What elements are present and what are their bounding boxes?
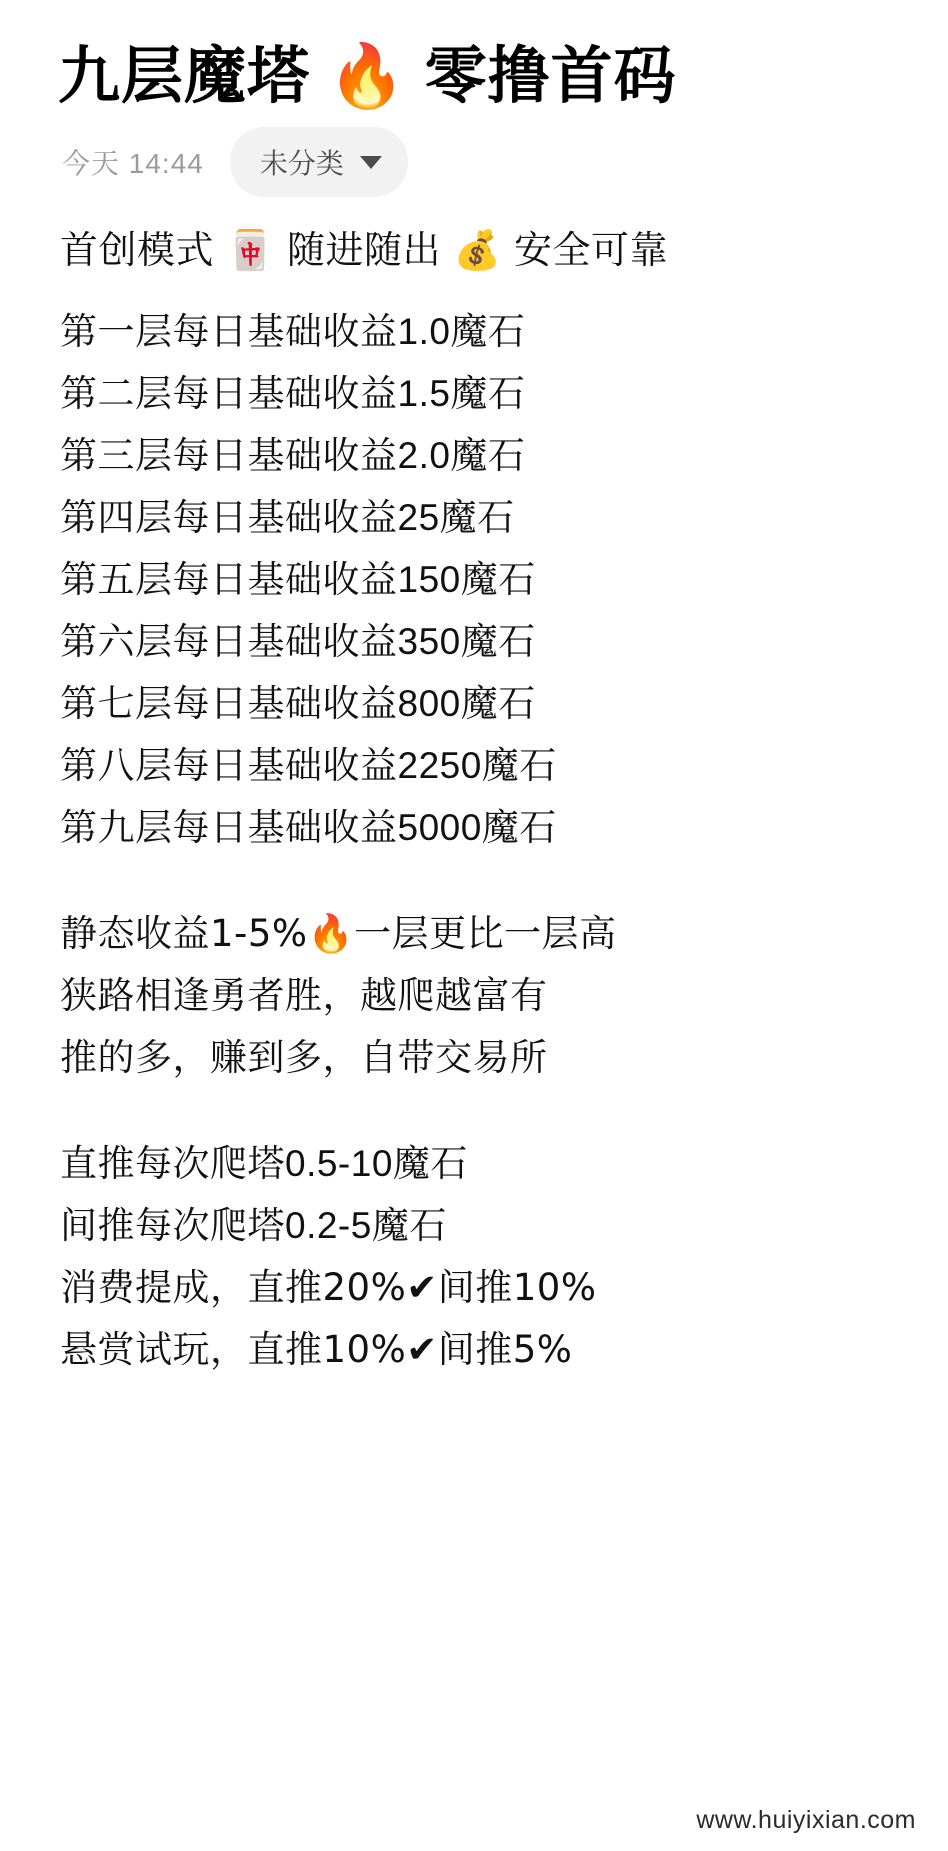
spacer bbox=[58, 871, 890, 915]
watermark: www.huiyixian.com bbox=[696, 1806, 916, 1834]
list-item: 直推每次爬塔0.5-10魔石 bbox=[60, 1143, 468, 1185]
list-item: 消费提成，直推20%✔间推10% bbox=[60, 1266, 597, 1310]
list-item: 第四层每日基础收益25魔石 bbox=[60, 497, 515, 539]
list-item: 推的多，赚到多，自带交易所 bbox=[60, 1037, 548, 1079]
list-item: 第五层每日基础收益150魔石 bbox=[60, 559, 536, 601]
floor-income-list bbox=[58, 311, 890, 849]
post-timestamp: 今天 14:44 bbox=[62, 148, 204, 180]
list-item: 狭路相逢勇者胜，越爬越富有 bbox=[60, 975, 548, 1017]
list-item: 第九层每日基础收益5000魔石 bbox=[60, 807, 557, 849]
list-item: 间推每次爬塔0.2-5魔石 bbox=[60, 1205, 447, 1247]
spacer bbox=[58, 269, 890, 313]
list-item: 静态收益1-5%🔥一层更比一层高 bbox=[60, 912, 617, 956]
post-lead-text: 首创模式 🀄 随进随出 💰 安全可靠 bbox=[60, 228, 668, 273]
list-item: 第一层每日基础收益1.0魔石 bbox=[60, 311, 526, 353]
list-item: 第六层每日基础收益350魔石 bbox=[60, 621, 536, 663]
chevron-down-icon bbox=[360, 156, 382, 169]
list-item: 第八层每日基础收益2250魔石 bbox=[60, 745, 557, 787]
highlight-list bbox=[58, 912, 890, 1079]
list-item: 第七层每日基础收益800魔石 bbox=[60, 683, 536, 725]
commission-list bbox=[58, 1143, 890, 1372]
post-meta bbox=[62, 127, 890, 197]
spacer bbox=[58, 1101, 890, 1145]
list-item: 悬赏试玩，直推10%✔间推5% bbox=[60, 1328, 573, 1372]
category-dropdown[interactable] bbox=[230, 127, 408, 197]
list-item: 第二层每日基础收益1.5魔石 bbox=[60, 373, 526, 415]
page-title: 九层魔塔 🔥 零撸首码 bbox=[58, 42, 677, 111]
list-item: 第三层每日基础收益2.0魔石 bbox=[60, 435, 526, 477]
category-label: 未分类 bbox=[259, 148, 344, 180]
